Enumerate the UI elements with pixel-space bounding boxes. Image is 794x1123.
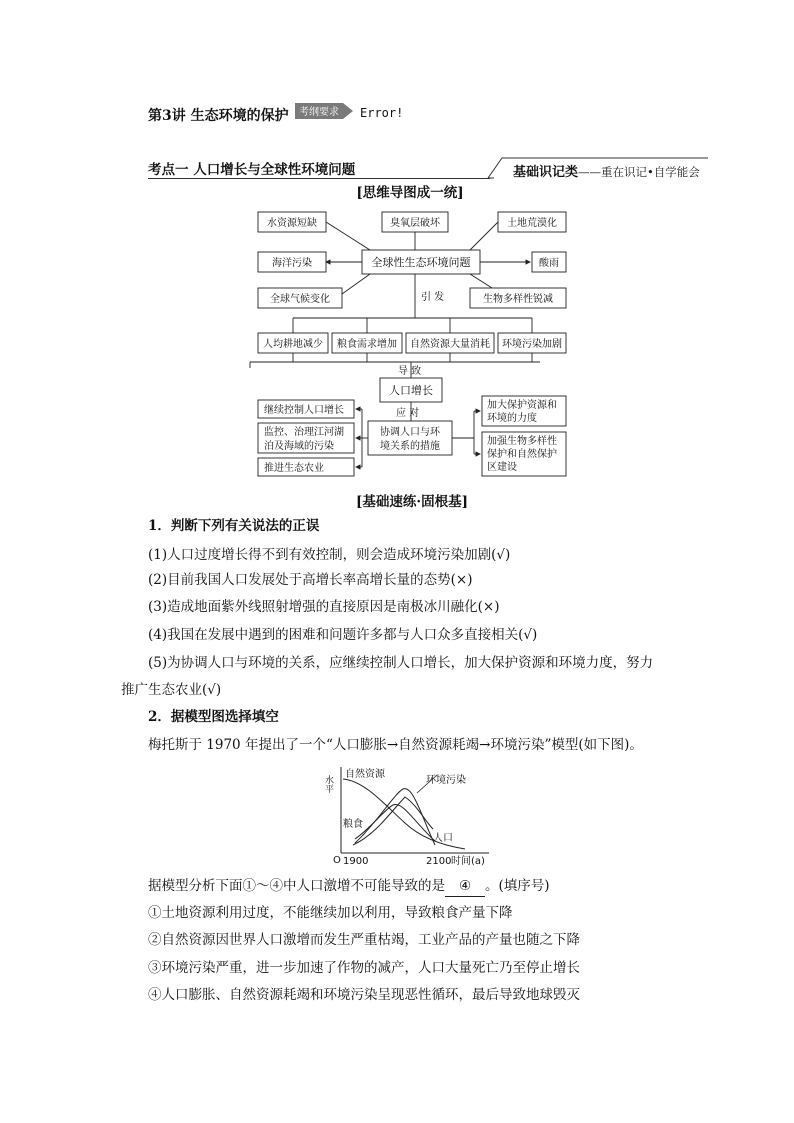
model-question-text: 据模型分析下面①～④中人口激增不可能导致的是: [148, 878, 445, 894]
node-farmland-decline: 人均耕地减少: [263, 339, 323, 350]
node-protect-resources-line1: 加大保护资源和: [487, 400, 557, 411]
label-lead: 导 致: [398, 366, 422, 377]
statement-5-line2: 推广生态农业(√): [121, 682, 222, 698]
statement-4: (4)我国在发展中遇到的困难和问题许多都与人口众多直接相关(√): [148, 627, 538, 643]
statement-5-line1: (5)为协调人口与环境的关系，应继续控制人口增长，加大保护资源和环境力度，努力: [148, 655, 654, 671]
legend-food: 粮食: [343, 819, 363, 830]
option-4: ④人口膨胀、自然资源耗竭和环境污染呈现恶性循环，最后导致地球毁灭: [148, 987, 580, 1003]
x-tick-2100: 2100: [426, 856, 452, 867]
option-1: ①土地资源利用过度，不能继续加以利用，导致粮食产量下降: [148, 905, 513, 921]
category-note: ——重在识记•自学能会: [578, 165, 700, 179]
question-1: 1．判断下列有关说法的正误: [148, 518, 320, 534]
node-measures-line1: 协调人口与环: [380, 427, 440, 438]
node-protect-resources-line2: 环境的力度: [487, 413, 537, 424]
option-2: ②自然资源因世界人口激增而发生严重枯竭，工业产品的产量也随之下降: [148, 932, 580, 948]
node-water-shortage: 水资源短缺: [267, 218, 317, 229]
node-eco-agriculture: 推进生态农业: [264, 463, 324, 474]
node-biodiversity-protection-line3: 区建设: [487, 462, 517, 473]
series-population: [353, 797, 433, 845]
option-3: ③环境污染严重，进一步加速了作物的减产，人口大量死亡乃至停止增长: [148, 960, 580, 976]
node-pollution-increase: 环境污染加剧: [502, 339, 562, 350]
node-measures-line2: 境关系的措施: [380, 441, 440, 452]
model-question: [148, 876, 688, 897]
section-underline: [148, 178, 490, 179]
origin-label: O: [333, 855, 341, 866]
label-response: 应 对: [396, 408, 420, 419]
practice-heading: [基础速练·固根基]: [356, 494, 468, 510]
node-population-growth: 人口增长: [389, 384, 433, 397]
node-resource-consumption: 自然资源大量消耗: [410, 339, 490, 350]
x-axis-label: 时间(a): [451, 856, 485, 867]
statement-2: (2)目前我国人口发展处于高增长率高增长量的态势(×): [148, 572, 473, 588]
y-axis-label: 水平: [323, 775, 333, 793]
node-desertification: 土地荒漠化: [507, 218, 557, 229]
legend-pollution: 环境污染: [426, 775, 466, 786]
node-biodiversity-protection-line1: 加强生物多样性: [487, 436, 557, 447]
node-monitor-pollution-line2: 泊及海域的污染: [264, 441, 334, 452]
lesson-title: 第3讲 生态环境的保护: [148, 108, 289, 124]
exam-requirement-badge: [295, 101, 355, 121]
x-tick-1900: 1900: [343, 856, 369, 867]
node-control-population: 继续控制人口增长: [264, 405, 344, 416]
error-text: Error!: [360, 106, 404, 120]
statement-3: (3)造成地面紫外线照射增强的直接原因是南极冰川融化(×): [148, 599, 500, 615]
model-question-suffix: 。(填序号): [485, 878, 550, 894]
legend-resources: 自然资源: [345, 769, 385, 780]
section-label: 考点一 人口增长与全球性环境问题: [148, 162, 356, 178]
node-biodiversity-protection-line2: 保护和自然保护: [487, 449, 557, 460]
node-climate-change: 全球气候变化: [270, 294, 330, 305]
population-model-chart: [325, 765, 495, 865]
mind-map: [230, 200, 580, 485]
badge-label: 考纲要求: [299, 107, 339, 118]
model-intro: 梅托斯于 1970 年提出了一个“人口膨胀→自然资源耗竭→环境污染”模型(如下图)。: [148, 737, 643, 753]
node-biodiversity-loss: 生物多样性锐减: [483, 294, 553, 305]
node-monitor-pollution-line1: 监控、治理江河湖: [264, 427, 344, 438]
category-name: 基础识记类: [513, 165, 579, 180]
label-cause: 引 发: [421, 292, 445, 303]
node-food-demand: 粮食需求增加: [337, 339, 397, 350]
legend-population: 人口: [433, 833, 453, 844]
node-ocean-pollution: 海洋污染: [272, 258, 312, 269]
mindmap-heading: [思维导图成一统]: [356, 185, 464, 201]
answer-blank: ④: [445, 876, 485, 897]
question-2: 2．据模型图选择填空: [148, 709, 279, 725]
node-acid-rain: 酸雨: [539, 258, 559, 269]
statement-1: (1)人口过度增长得不到有效控制，则会造成环境污染加剧(√): [148, 547, 511, 563]
category-tab-text: [513, 161, 700, 180]
node-ozone-depletion: 臭氧层破坏: [390, 218, 440, 229]
node-global-problems: 全球性生态环境问题: [371, 256, 471, 269]
